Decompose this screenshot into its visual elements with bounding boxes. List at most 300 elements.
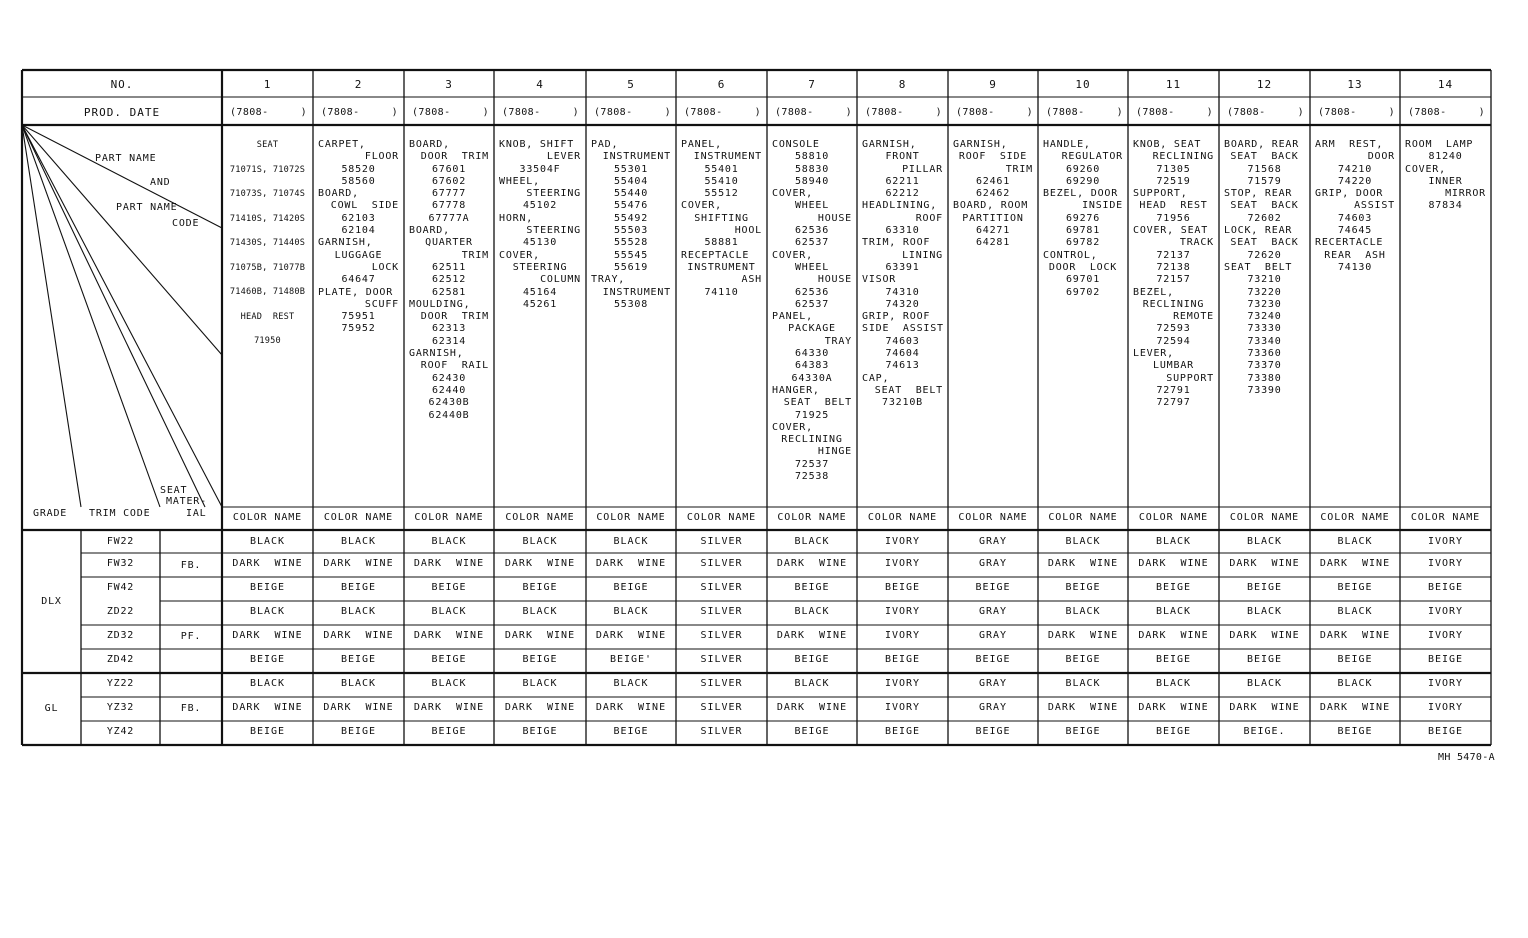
part-line: 73230	[1247, 298, 1282, 310]
color-cell: IVORY	[1427, 606, 1464, 617]
color-cell: IVORY	[1427, 630, 1464, 641]
part-line: RECLINING	[1142, 298, 1205, 310]
color-cell: BLACK	[522, 536, 558, 547]
part-line: 62537	[794, 298, 830, 310]
grade-label: DLX	[41, 596, 62, 607]
part-line: 62103	[341, 212, 376, 224]
color-cell: IVORY	[884, 558, 921, 569]
color-cell: BEIGE	[1337, 726, 1373, 737]
column-number: 4	[536, 78, 544, 91]
color-cell: SILVER	[700, 630, 743, 641]
color-cell: BEIGE	[794, 654, 830, 665]
part-line: HINGE	[817, 446, 852, 458]
part-line: GARNISH,	[409, 348, 464, 360]
part-line: GARNISH,	[318, 237, 373, 249]
color-cell: IVORY	[884, 630, 921, 641]
part-line: KNOB, SEAT	[1133, 139, 1202, 150]
part-line: LOCK, REAR	[1224, 225, 1293, 237]
color-cell: DARK WINE	[504, 702, 576, 713]
part-line: 74604	[885, 348, 920, 360]
part-line: 69701	[1065, 274, 1101, 286]
color-name-header: COLOR NAME	[1048, 512, 1118, 523]
part-line: KNOB, SHIFT	[499, 139, 575, 150]
part-line: DOOR	[1367, 151, 1395, 163]
part-line: COVER,	[1405, 163, 1446, 175]
color-cell: DARK WINE	[323, 630, 394, 641]
part-line: BEZEL, DOOR	[1043, 188, 1119, 200]
part-line: 73240	[1247, 311, 1282, 323]
part-line: HEADLINING,	[862, 200, 938, 212]
part-line: 73330	[1247, 323, 1282, 335]
color-cell: BLACK	[340, 606, 377, 617]
header-no-label: NO.	[110, 78, 134, 91]
part-line: 73380	[1247, 372, 1282, 384]
part-line: 55440	[613, 188, 649, 200]
column-part-list	[227, 139, 308, 360]
color-cell: SILVER	[700, 726, 743, 737]
color-cell: DARK WINE	[595, 702, 667, 713]
part-line: SEAT BELT	[1224, 261, 1293, 273]
color-cell: SILVER	[700, 558, 743, 569]
part-line: 45102	[522, 200, 558, 212]
color-cell: BLACK	[522, 606, 558, 617]
part-line: 74210	[1337, 163, 1373, 175]
part-line: 73370	[1247, 360, 1282, 372]
color-cell: BEIGE	[431, 726, 467, 737]
color-cell: BEIGE	[249, 654, 286, 665]
column-number: 14	[1437, 78, 1454, 91]
part-line: 62313	[431, 323, 467, 335]
column-part-list	[499, 139, 581, 311]
part-line: HEAD REST	[1139, 200, 1208, 212]
color-cell: BEIGE	[975, 654, 1011, 665]
color-cell: BEIGE	[1246, 582, 1283, 593]
column-prod-date: (7808- )	[1136, 107, 1214, 118]
part-line: INSIDE	[1082, 200, 1123, 212]
part-line: 69702	[1065, 286, 1101, 298]
part-line: SEAT BACK	[1230, 151, 1299, 163]
part-line: 62430	[431, 372, 467, 384]
part-line: BOARD,	[318, 188, 359, 200]
part-line: SIDE ASSIST	[862, 323, 944, 335]
part-line: INSTRUMENT	[602, 151, 671, 163]
part-line: REMOTE	[1173, 311, 1214, 323]
part-line: 69290	[1065, 175, 1101, 187]
color-cell: IVORY	[1427, 558, 1464, 569]
column-number: 12	[1256, 78, 1273, 91]
part-line: STEERING	[512, 261, 568, 273]
color-cell: IVORY	[884, 606, 921, 617]
color-cell: BEIGE	[1155, 582, 1192, 593]
color-cell: BEIGE	[340, 726, 377, 737]
part-line: HANDLE,	[1043, 139, 1091, 150]
header-prod-date-label: PROD. DATE	[83, 106, 161, 119]
part-line: 62440	[431, 384, 467, 396]
part-line: 64330	[794, 348, 830, 360]
color-cell: BLACK	[340, 536, 377, 547]
color-cell: DARK WINE	[323, 702, 394, 713]
color-cell: GRAY	[978, 630, 1008, 641]
trim-code: FW42	[106, 582, 135, 593]
column-number: 10	[1075, 78, 1091, 91]
color-cell: IVORY	[1427, 678, 1464, 689]
seat-material-label: FB.	[180, 560, 202, 571]
column-part-list	[409, 139, 489, 422]
color-cell: BLACK	[249, 678, 286, 689]
part-line: 69276	[1065, 212, 1101, 224]
part-line: 62104	[341, 225, 376, 237]
column-part-list	[953, 139, 1033, 250]
color-cell: BLACK	[613, 678, 649, 689]
part-line: 62211	[885, 175, 920, 187]
part-line: CAP,	[862, 372, 890, 384]
part-line: INSTRUMENT	[687, 261, 756, 273]
color-cell: BEIGE	[1427, 582, 1464, 593]
part-line: 72620	[1247, 249, 1282, 261]
part-line: 63310	[885, 225, 920, 237]
part-line: 67777A	[428, 212, 470, 224]
part-line: 62536	[794, 225, 830, 237]
color-cell: DARK WINE	[1319, 558, 1391, 569]
color-cell: BLACK	[1065, 678, 1101, 689]
color-cell: SILVER	[700, 678, 743, 689]
part-line: 73390	[1247, 384, 1282, 396]
color-cell: BEIGE	[613, 582, 649, 593]
part-line: 75951	[341, 311, 376, 323]
color-name-header: COLOR NAME	[867, 512, 938, 523]
part-line: INSTRUMENT	[693, 151, 762, 163]
color-cell: BEIGE	[975, 726, 1011, 737]
part-line: 73220	[1247, 286, 1282, 298]
column-part-list	[1405, 139, 1486, 213]
part-line: RECEPTACLE	[681, 249, 750, 261]
part-line: LINING	[902, 249, 943, 261]
part-line: GRIP, DOOR	[1315, 188, 1384, 200]
column-number: 9	[989, 78, 997, 91]
part-line: FLOOR	[364, 151, 399, 163]
color-cell: BEIGE	[249, 726, 286, 737]
color-cell: DARK WINE	[1047, 630, 1119, 641]
part-line: 74220	[1337, 175, 1373, 187]
part-line: TRAY,	[591, 274, 626, 286]
part-line: PARTITION	[962, 212, 1024, 224]
color-cell: IVORY	[884, 702, 921, 713]
trim-code: YZ32	[106, 702, 135, 713]
part-line: CONTROL,	[1043, 249, 1098, 261]
color-cell: SILVER	[700, 582, 743, 593]
part-name-line-4: CODE	[172, 218, 200, 229]
color-cell: BEIGE	[340, 582, 377, 593]
color-cell: DARK WINE	[1229, 702, 1300, 713]
part-line: SUPPORT,	[1133, 188, 1188, 200]
seat-material-header-2: MATER-	[166, 496, 207, 507]
part-line: HOUSE	[817, 212, 852, 224]
part-line: LUGGAGE	[334, 249, 383, 261]
part-line: 55545	[613, 249, 649, 261]
part-line: 71430S, 71440S	[229, 238, 306, 248]
part-line: FRONT	[885, 151, 920, 163]
part-line: HOOL	[734, 225, 762, 237]
part-line: 81240	[1428, 151, 1463, 163]
column-part-list	[318, 139, 399, 336]
color-cell: BEIGE.	[1243, 726, 1286, 737]
trim-code: YZ22	[106, 678, 135, 689]
part-line: 74645	[1337, 225, 1373, 237]
part-line: 58520	[341, 163, 376, 175]
column-prod-date: (7808- )	[1046, 107, 1124, 118]
part-line: 64281	[975, 237, 1011, 249]
column-prod-date: (7808- )	[1227, 107, 1305, 118]
color-cell: BEIGE	[249, 582, 286, 593]
part-line: COWL SIDE	[330, 200, 399, 212]
column-prod-date: (7808- )	[1408, 107, 1486, 118]
part-line: SHIFTING	[694, 212, 749, 224]
part-line: SEAT	[256, 140, 279, 150]
color-cell: DARK WINE	[595, 558, 667, 569]
part-line: WHEEL,	[499, 175, 540, 187]
part-line: ASSIST	[1354, 200, 1395, 212]
part-line: 55301	[613, 163, 649, 175]
part-line: TRACK	[1179, 237, 1214, 249]
part-line: 74310	[885, 286, 920, 298]
part-line: 55512	[704, 188, 739, 200]
part-line: DOOR TRIM	[420, 311, 489, 323]
color-cell: DARK WINE	[1319, 702, 1391, 713]
part-line: QUARTER	[425, 237, 473, 249]
part-name-line-1: PART NAME	[95, 153, 157, 164]
color-cell: BLACK	[613, 606, 649, 617]
grid-diagonal-line	[22, 125, 160, 507]
color-cell: BEIGE	[1065, 726, 1101, 737]
grade-label: GL	[44, 703, 59, 714]
part-line: HOUSE	[817, 274, 852, 286]
color-cell: BEIGE	[975, 582, 1011, 593]
part-line: 55503	[613, 225, 649, 237]
color-name-header: COLOR NAME	[323, 512, 394, 523]
part-line: MIRROR	[1445, 188, 1486, 200]
part-line: 73210	[1247, 274, 1282, 286]
part-line: PILLAR	[902, 163, 943, 175]
trim-code: FW32	[106, 558, 135, 569]
part-line: 62581	[431, 286, 467, 298]
color-cell: DARK WINE	[1229, 558, 1300, 569]
part-name-line-2: AND	[150, 177, 171, 188]
color-cell: BLACK	[431, 606, 467, 617]
color-cell: DARK WINE	[413, 630, 485, 641]
part-line: 62212	[885, 188, 920, 200]
part-line: ROOF RAIL	[420, 360, 489, 372]
part-line: INNER	[1428, 175, 1463, 187]
part-line: TRAY	[824, 335, 852, 347]
part-line: 67777	[431, 188, 467, 200]
color-cell: DARK WINE	[776, 630, 848, 641]
part-line: 58830	[794, 163, 830, 175]
part-line: HEAD REST	[240, 311, 295, 322]
grade-header: GRADE	[33, 508, 68, 519]
part-line: 64271	[975, 225, 1011, 237]
part-line: 75952	[341, 323, 376, 335]
trim-code-header: TRIM CODE	[89, 508, 151, 519]
part-line: 74320	[885, 298, 920, 310]
part-line: LEVER	[546, 151, 581, 163]
part-line: PANEL,	[681, 139, 722, 150]
trim-code: ZD22	[106, 606, 135, 617]
part-line: 69782	[1065, 237, 1101, 249]
part-line: 64330A	[791, 372, 833, 384]
color-name-header: COLOR NAME	[777, 512, 847, 523]
part-line: COVER,	[772, 188, 813, 200]
part-line: 58881	[704, 237, 739, 249]
part-line: BOARD,	[409, 225, 450, 237]
column-part-list	[1133, 139, 1214, 410]
part-line: COVER,	[772, 421, 813, 433]
color-name-header: COLOR NAME	[958, 512, 1028, 523]
color-name-header: COLOR NAME	[1320, 512, 1390, 523]
seat-material-header-3: IAL	[186, 508, 207, 519]
color-cell: DARK WINE	[1138, 558, 1209, 569]
color-cell: BEIGE	[1337, 654, 1373, 665]
color-cell: BEIGE	[1155, 654, 1192, 665]
column-prod-date: (7808- )	[412, 107, 490, 118]
column-part-list	[591, 139, 671, 311]
column-number: 13	[1347, 78, 1363, 91]
color-cell: SILVER	[700, 702, 743, 713]
color-cell: BLACK	[794, 536, 830, 547]
part-line: SEAT BELT	[783, 397, 852, 409]
part-line: 72537	[794, 458, 830, 470]
part-line: RECLINING	[781, 434, 843, 446]
color-cell: DARK WINE	[776, 702, 848, 713]
column-part-list	[1224, 139, 1305, 397]
color-cell: BLACK	[1065, 536, 1101, 547]
color-cell: BEIGE	[1065, 582, 1101, 593]
color-cell: DARK WINE	[1047, 702, 1119, 713]
part-line: STEERING	[526, 225, 581, 237]
part-line: DOOR LOCK	[1048, 261, 1118, 273]
color-cell: BLACK	[522, 678, 558, 689]
part-line: VISOR	[862, 274, 897, 286]
color-cell: BLACK	[613, 536, 649, 547]
part-line: COLUMN	[540, 274, 581, 286]
part-line: 71305	[1156, 163, 1191, 175]
part-line: SEAT BACK	[1230, 237, 1299, 249]
part-line: 45261	[522, 298, 558, 310]
part-line: 55492	[613, 212, 649, 224]
part-name-line-3: PART NAME	[116, 202, 178, 213]
color-cell: DARK WINE	[323, 558, 394, 569]
part-line: LEVER,	[1133, 348, 1174, 360]
color-name-header: COLOR NAME	[1410, 512, 1481, 523]
color-cell: BLACK	[1065, 606, 1101, 617]
part-line: COVER,	[772, 249, 813, 261]
column-prod-date: (7808- )	[1318, 107, 1396, 118]
part-line: 71071S, 71072S	[229, 164, 306, 175]
seat-material-label: FB.	[180, 703, 202, 714]
part-line: 71410S, 71420S	[229, 213, 306, 224]
part-line: 63391	[885, 261, 920, 273]
column-number: 8	[898, 78, 907, 91]
part-line: 45164	[522, 286, 558, 298]
part-line: 71568	[1247, 163, 1282, 175]
color-cell: GRAY	[978, 536, 1008, 547]
part-line: SUPPORT	[1166, 372, 1214, 384]
color-cell: BLACK	[249, 536, 286, 547]
color-cell: DARK WINE	[1138, 702, 1209, 713]
part-line: 72519	[1156, 175, 1191, 187]
color-cell: SILVER	[700, 536, 743, 547]
color-cell: SILVER	[700, 606, 743, 617]
color-name-header: COLOR NAME	[232, 512, 303, 523]
part-line: PANEL,	[772, 311, 813, 323]
seat-material-label: PF.	[180, 631, 202, 642]
color-cell: DARK WINE	[1229, 630, 1300, 641]
part-line: COVER, SEAT	[1133, 225, 1209, 237]
part-line: 55308	[613, 298, 649, 310]
color-cell: BEIGE	[1337, 582, 1373, 593]
part-line: 72791	[1156, 384, 1191, 396]
color-cell: IVORY	[1427, 536, 1464, 547]
part-line: 58810	[794, 151, 830, 163]
color-cell: BEIGE	[431, 582, 467, 593]
part-line: 74603	[885, 335, 920, 347]
part-line: 45130	[522, 237, 558, 249]
part-line: 72157	[1156, 274, 1191, 286]
color-name-header: COLOR NAME	[1138, 512, 1209, 523]
part-line: 67601	[431, 163, 467, 175]
part-line: COVER,	[681, 200, 722, 212]
part-line: BOARD,	[409, 139, 450, 150]
part-line: 74613	[885, 360, 920, 372]
part-line: 67602	[431, 175, 467, 187]
color-cell: DARK WINE	[232, 630, 303, 641]
trim-code: YZ42	[106, 726, 135, 737]
column-number: 11	[1165, 78, 1182, 91]
part-line: 55619	[613, 261, 649, 273]
part-line: RECERTACLE	[1315, 237, 1384, 249]
reference-code: MH 5470-A	[1438, 752, 1495, 763]
part-line: 55476	[613, 200, 649, 212]
column-part-list	[772, 139, 852, 483]
part-line: 55410	[704, 175, 739, 187]
color-cell: BEIGE	[522, 582, 558, 593]
part-line: REAR ASH	[1324, 249, 1386, 261]
color-cell: BEIGE	[884, 654, 921, 665]
color-cell: GRAY	[978, 678, 1008, 689]
column-number: 2	[354, 78, 363, 91]
color-name-header: COLOR NAME	[1229, 512, 1300, 523]
part-line: 72593	[1156, 323, 1191, 335]
color-name-header: COLOR NAME	[505, 512, 575, 523]
part-line: TRIM, ROOF	[862, 237, 931, 249]
part-line: 62462	[975, 188, 1011, 200]
part-line: SEAT BACK	[1230, 200, 1299, 212]
color-cell: BEIGE	[884, 726, 921, 737]
part-line: 58560	[341, 175, 376, 187]
color-cell: BLACK	[431, 678, 467, 689]
part-line: CONSOLE	[772, 139, 820, 150]
color-cell: BLACK	[249, 606, 286, 617]
color-cell: BLACK	[1337, 536, 1373, 547]
part-line: STEERING	[526, 188, 581, 200]
part-line: 71075B, 71077B	[229, 262, 306, 273]
color-cell: DARK WINE	[776, 558, 848, 569]
part-line: 72138	[1156, 261, 1191, 273]
part-line: WHEEL	[794, 200, 830, 212]
column-number: 5	[627, 78, 635, 91]
part-line: LOCK	[371, 261, 399, 273]
trim-code: ZD42	[106, 654, 135, 665]
part-line: 72538	[794, 471, 830, 483]
